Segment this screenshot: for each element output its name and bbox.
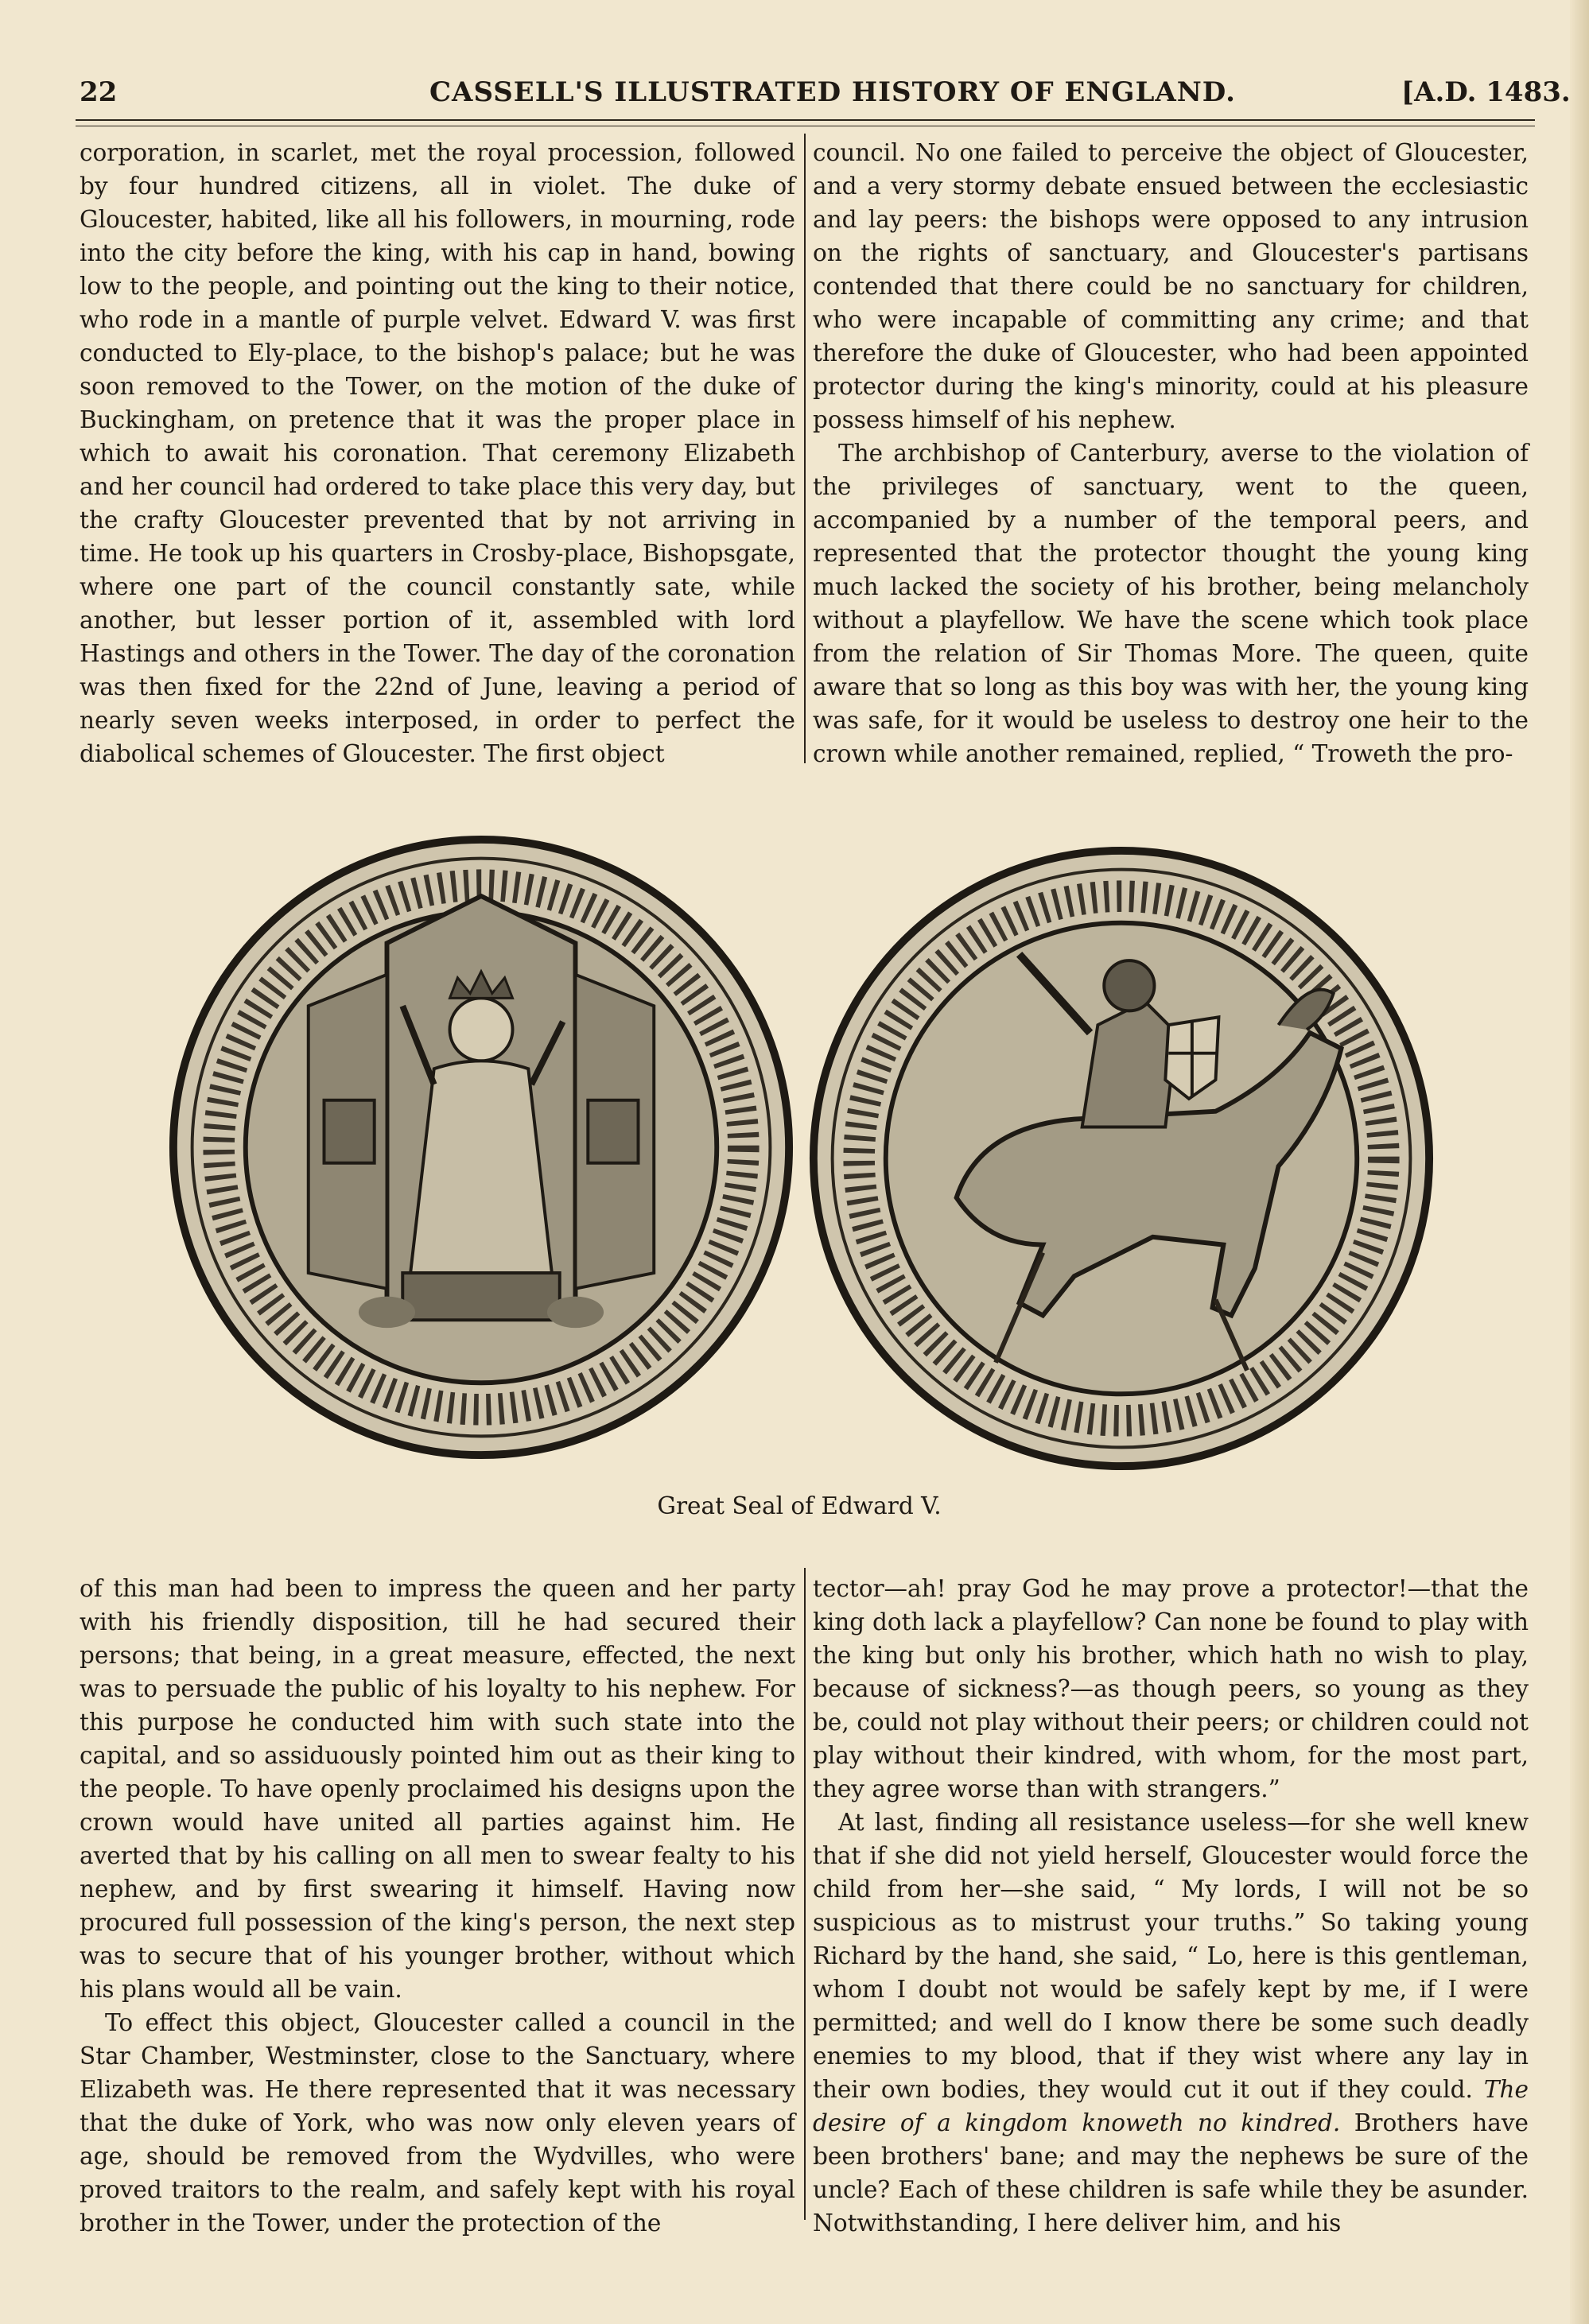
enthroned-king-seal-illustration <box>167 833 795 1461</box>
seal-image-obverse <box>167 833 795 1461</box>
paragraph: corporation, in scarlet, met the royal procession, followed by four hundred citizens, all in violet. The duke of Gloucester, habited, like all his followers, in mourning, rode into the city before the king, with his cap in hand, bowing low to the people, and pointing out the king to their notice, who rode in a mantle of purple velvet. Edward V. was first conducted to Ely-place, to the bishop's palace; but he was soon removed to the Tower, on the motion of the duke of Buckingham, on pretence that it was the proper place in which to await his coronation. That ceremony Elizabeth and her council had ordered to take place this very day, but the crafty Gloucester prevented that by not arriving in time. He took up his quarters in Crosby-place, Bishopsgate, where one part of the council constantly sate, while another, but lesser portion of it, assembled with lord Hastings and others in the Tower. The day of the coronation was then fixed for the 22nd of June, leaving a period of nearly seven weeks interposed, in order to perfect the diabolical schemes of Gloucester. The first object <box>80 139 795 767</box>
header-rule <box>76 119 1535 121</box>
paragraph: council. No one failed to perceive the object of Gloucester, and a very stormy debate ensued between the ecclesiastic and lay peers: the bishops were opposed to any intrusion on the rights of sanctuary, and Gloucester's partisans contended that there could be no sanctuary for children, who were incapable of committing any crime; and that therefore the duke of Gloucester, who had been appointed protector during the king's minority, could at his pleasure possess himself of his nephew. <box>813 139 1529 433</box>
header-date: [A.D. 1483. <box>1401 76 1571 108</box>
page-number: 22 <box>80 76 118 108</box>
paragraph: of this man had been to impress the queen and her party with his friendly disposition, till he had secured their persons; that being, in a great measure, effected, the next was to persuade the public of his loyalty to his nephew. For this purpose he conducted him with such state into the capital, and so assiduously pointed him out as their king to the people. To have openly proclaimed his designs upon the crown would have united all parties against him. He averted that by his calling on all men to swear fealty to his nephew, and by first swearing it himself. Having now procured full possession of the king's person, the next step was to secure that of his younger brother, without which his plans would all be vain. <box>80 1575 795 2003</box>
figure-caption: Great Seal of Edward V. <box>657 1492 942 1519</box>
paragraph: The archbishop of Canterbury, averse to the violation of the privileges of sanctuary, went to the queen, accompanied by a number of the temporal peers, and represented that the protector thought the young king much lacked the society of his brother, being melancholy without a playfellow. We have the scene which took place from the relation of Sir Thomas More. The queen, quite aware that so long as this boy was with her, the young king was safe, for it would be useless to destroy one heir to the crown while another remained, replied, “ Troweth the pro- <box>813 440 1529 767</box>
page-edge-shadow <box>1570 0 1589 2324</box>
text-column-bottom-right <box>813 1572 1529 2240</box>
paragraph-text: At last, finding all resistance useless—for she well knew that if she did not yield herself, Gloucester would force the child from her—she said, “ My lords, I will not be so suspicious as to mistrust your truths.” So taking young Richard by the hand, she said, “ Lo, here is this gentleman, whom I doubt not would be safely kept by me, if I were permitted; and well do I know there be some such deadly enemies to my blood, that if they wist where any lay in their own bodies, they would cut it out if they could. <box>813 1809 1529 2103</box>
seal-image-reverse <box>807 844 1436 1472</box>
paragraph: To effect this object, Gloucester called a council in the Star Chamber, Westminster, close to the Sanctuary, where Elizabeth was. He there represented that it was necessary that the duke of York, who was now only eleven years of age, should be removed from the Wydvilles, who were proved traitors to the realm, and safely kept with his royal brother in the Tower, under the protection of the <box>80 2009 795 2237</box>
text-column-top-left <box>80 136 795 770</box>
column-divider-top <box>804 134 806 763</box>
paragraph-text: Brothers have been brothers' bane; and may the nephews be sure of the uncle? Each of these children is safe while they be asunder. Notwithstanding, I here deliver him, and his <box>813 2109 1529 2237</box>
running-header <box>0 72 1589 111</box>
column-divider-bottom <box>804 1568 806 2220</box>
paragraph <box>813 1806 1529 2240</box>
paragraph: tector—ah! pray God he may prove a protector!—that the king doth lack a playfellow? Can none be found to play with the king but only his brother, which hath no wish to play, because of sickness?—as though peers, so young as they be, could not play without their peers; or children could not play without their kindred, with whom, for the most part, they agree worse than with strangers.” <box>813 1575 1529 1802</box>
italic-quotation: The desire of a kingdom knoweth no kindred. <box>813 2076 1529 2136</box>
text-column-top-right <box>813 136 1529 770</box>
text-column-bottom-left <box>80 1572 795 2240</box>
knight-on-horseback-seal-illustration <box>807 844 1436 1472</box>
running-title: CASSELL'S ILLUSTRATED HISTORY OF ENGLAND. <box>429 76 1236 108</box>
